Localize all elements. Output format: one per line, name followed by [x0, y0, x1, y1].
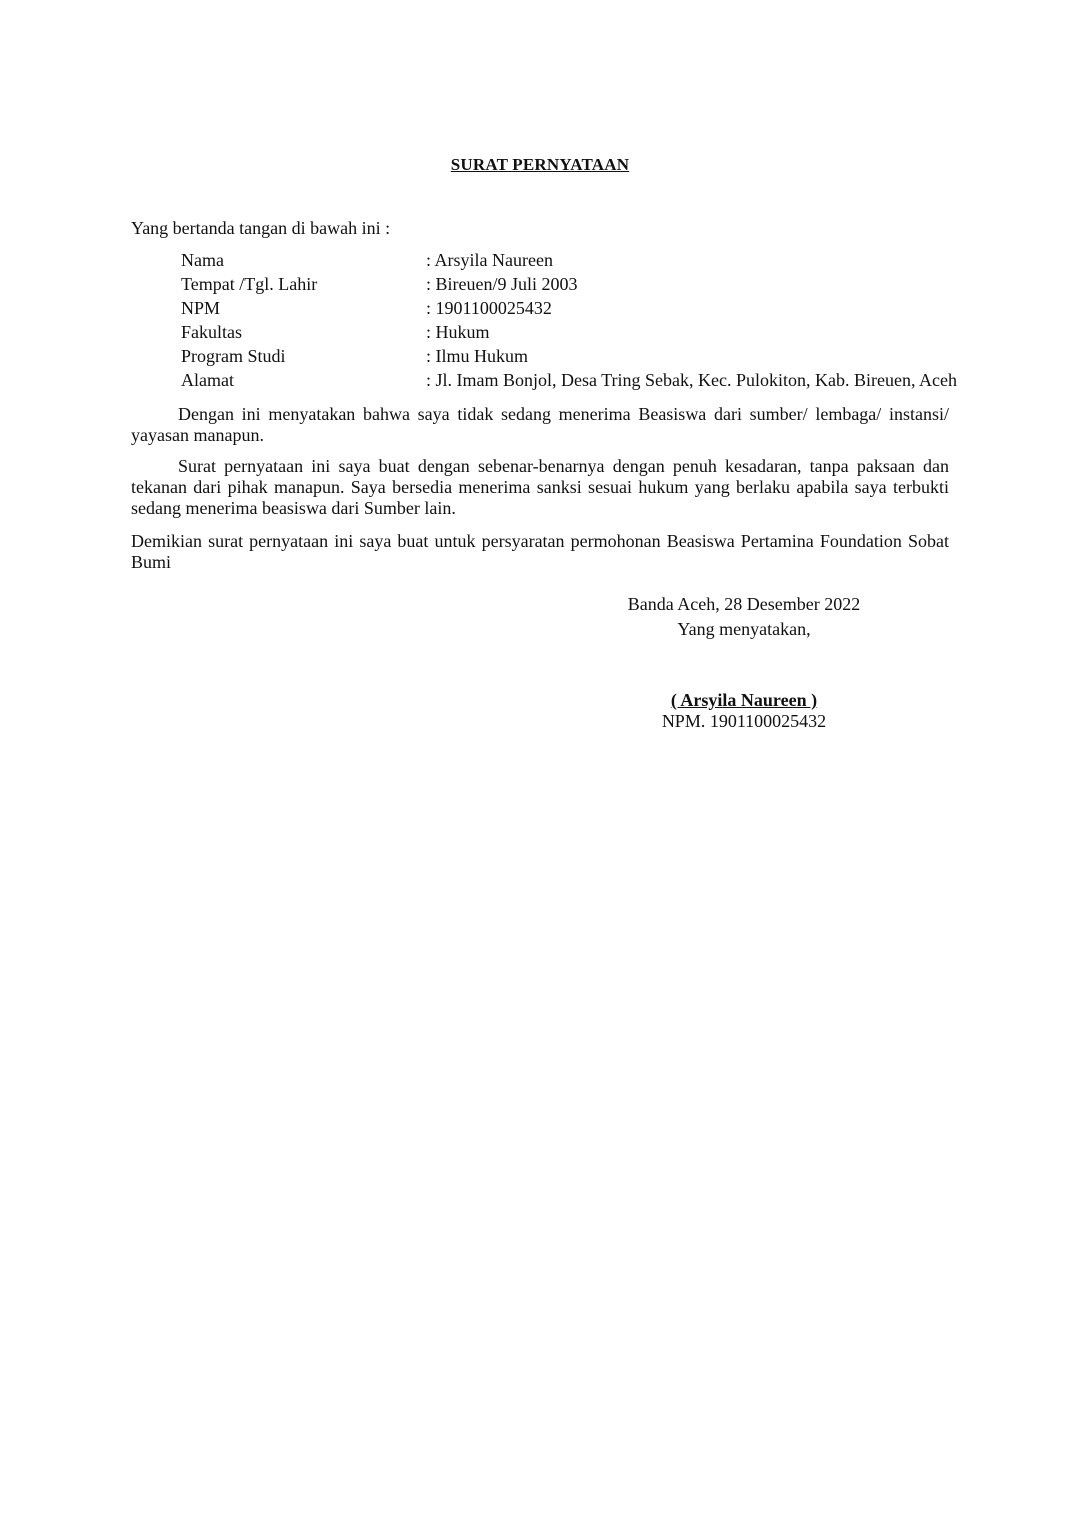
identity-row-alamat [181, 368, 957, 392]
identity-label: NPM [181, 298, 221, 318]
statement-paragraph: Dengan ini menyatakan bahwa saya tidak sedang menerima Beasiswa dari sumber/ lembaga/ instansi/ yayasan manapun. [131, 404, 949, 445]
identity-value: : Arsyila Naureen [426, 250, 553, 270]
signature-name: ( Arsyila Naureen ) [670, 690, 818, 710]
signature-role: Yang menyatakan, [677, 619, 811, 639]
identity-row-nama [181, 248, 957, 272]
identity-label: Nama [181, 250, 224, 270]
closing-paragraph: Demikian surat pernyataan ini saya buat untuk persyaratan permohonan Beasiswa Pertamina Foundation Sobat Bumi [131, 531, 949, 572]
signature-npm: NPM. 1901100025432 [661, 711, 827, 731]
identity-label: Tempat /Tgl. Lahir [181, 274, 318, 294]
identity-row-npm [181, 296, 957, 320]
identity-value: : Bireuen/9 Juli 2003 [426, 274, 578, 294]
identity-value: : Jl. Imam Bonjol, Desa Tring Sebak, Kec. Pulokiton, Kab. Bireuen, Aceh [426, 370, 957, 390]
document-title: SURAT PERNYATAAN [450, 155, 630, 174]
signature-place-date: Banda Aceh, 28 Desember 2022 [627, 594, 861, 614]
intro-text: Yang bertanda tangan di bawah ini : [131, 218, 391, 238]
identity-label: Fakultas [181, 322, 242, 342]
identity-label: Program Studi [181, 346, 286, 366]
identity-row-fakultas [181, 320, 957, 344]
identity-value: : 1901100025432 [426, 298, 552, 318]
declaration-paragraph: Surat pernyataan ini saya buat dengan sebenar-benarnya dengan penuh kesadaran, tanpa paksaan dan tekanan dari pihak manapun. Saya bersedia menerima sanksi sesuai hukum yang berlaku apabila saya terbukti sedang menerima beasiswa dari Sumber lain. [131, 456, 949, 518]
identity-table [181, 248, 957, 392]
identity-label: Alamat [181, 370, 234, 390]
identity-value: : Hukum [426, 322, 490, 342]
identity-row-birth [181, 272, 957, 296]
identity-value: : Ilmu Hukum [426, 346, 528, 366]
identity-row-prodi [181, 344, 957, 368]
